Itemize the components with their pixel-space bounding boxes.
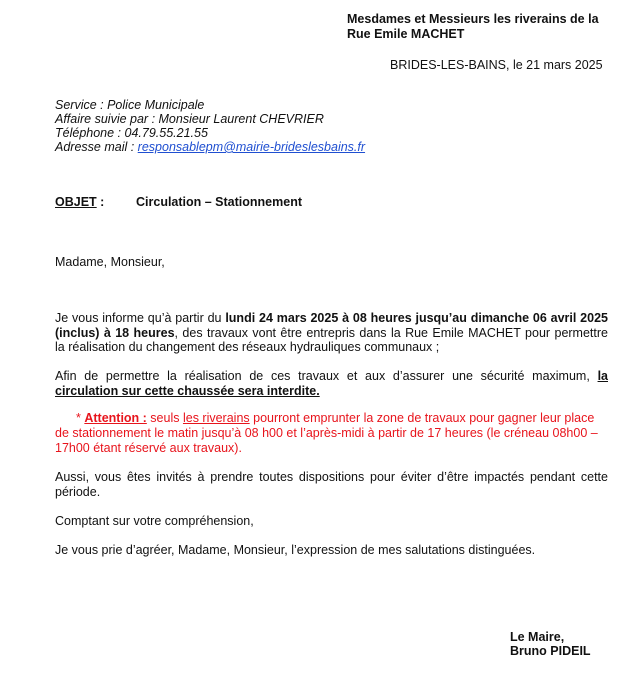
recipient-line-1: Mesdames et Messieurs les riverains de la [347,12,599,26]
p1-text-2: , des travaux vont être entrepris dans la Rue Emile MACHET pour permettre [174,326,608,340]
p2-line-1 [55,369,608,383]
objet-label [55,195,104,209]
attention-line-3: 17h00 étant réservé aux travaux). [55,441,242,455]
p2-text: Afin de permettre la réalisation de ces travaux et aux d’assurer une sécurité maximum, [55,369,598,383]
attention-line-1 [76,411,594,425]
recipient-line-2: Rue Emile MACHET [347,27,465,41]
service-line: Service : Police Municipale [55,98,205,112]
signature-name: Bruno PIDEIL [510,644,591,658]
affaire-line: Affaire suivie par : Monsieur Laurent CHEVRIER [55,112,324,126]
p1-line-2 [55,326,608,340]
signature-title: Le Maire, [510,630,565,644]
email-label: Adresse mail : [55,140,138,154]
p1-text: Je vous informe qu’à partir du [55,311,226,325]
p4-line-2: période. [55,485,101,499]
p1-line-1 [55,311,608,325]
telephone-line: Téléphone : 04.79.55.21.55 [55,126,208,140]
attention-label: Attention : [84,411,147,425]
attention-text-a: seuls [146,411,183,425]
place-date: BRIDES-LES-BAINS, le 21 mars 2025 [390,58,603,72]
email-link[interactable]: responsablepm@mairie-brideslesbains.fr [137,140,366,154]
attention-riverains: les riverains [182,411,250,425]
p6: Je vous prie d’agréer, Madame, Monsieur, l’expression de mes salutations distinguées. [55,543,536,557]
p1-line-3: la réalisation du changement des réseaux hydrauliques communaux ; [55,340,440,354]
p5: Comptant sur votre compréhension, [55,514,254,528]
salutation: Madame, Monsieur, [55,255,165,269]
p2-line-2: circulation sur cette chaussée sera interdite. [55,384,320,398]
email-line [55,140,365,154]
objet-text: Circulation – Stationnement [136,195,302,209]
p2-bold: la [597,369,608,383]
p1-bold-time: (inclus) à 18 heures [55,326,175,340]
objet-word: OBJET [55,195,97,209]
objet-sep: : [96,195,105,209]
p1-bold-dates: lundi 24 mars 2025 à 08 heures jusqu’au dimanche 06 avril 2025 [225,311,608,325]
attention-text-c: pourront emprunter la zone de travaux pour gagner leur place [249,411,595,425]
attention-line-2: de stationnement le matin jusqu’à 08 h00 et l’après-midi à partir de 17 heures (le créneau 08h00 – [55,426,598,440]
attention-star: * [76,411,85,425]
p4-line-1: Aussi, vous êtes invités à prendre toutes dispositions pour éviter d’être impactés pendant cette [55,470,608,484]
